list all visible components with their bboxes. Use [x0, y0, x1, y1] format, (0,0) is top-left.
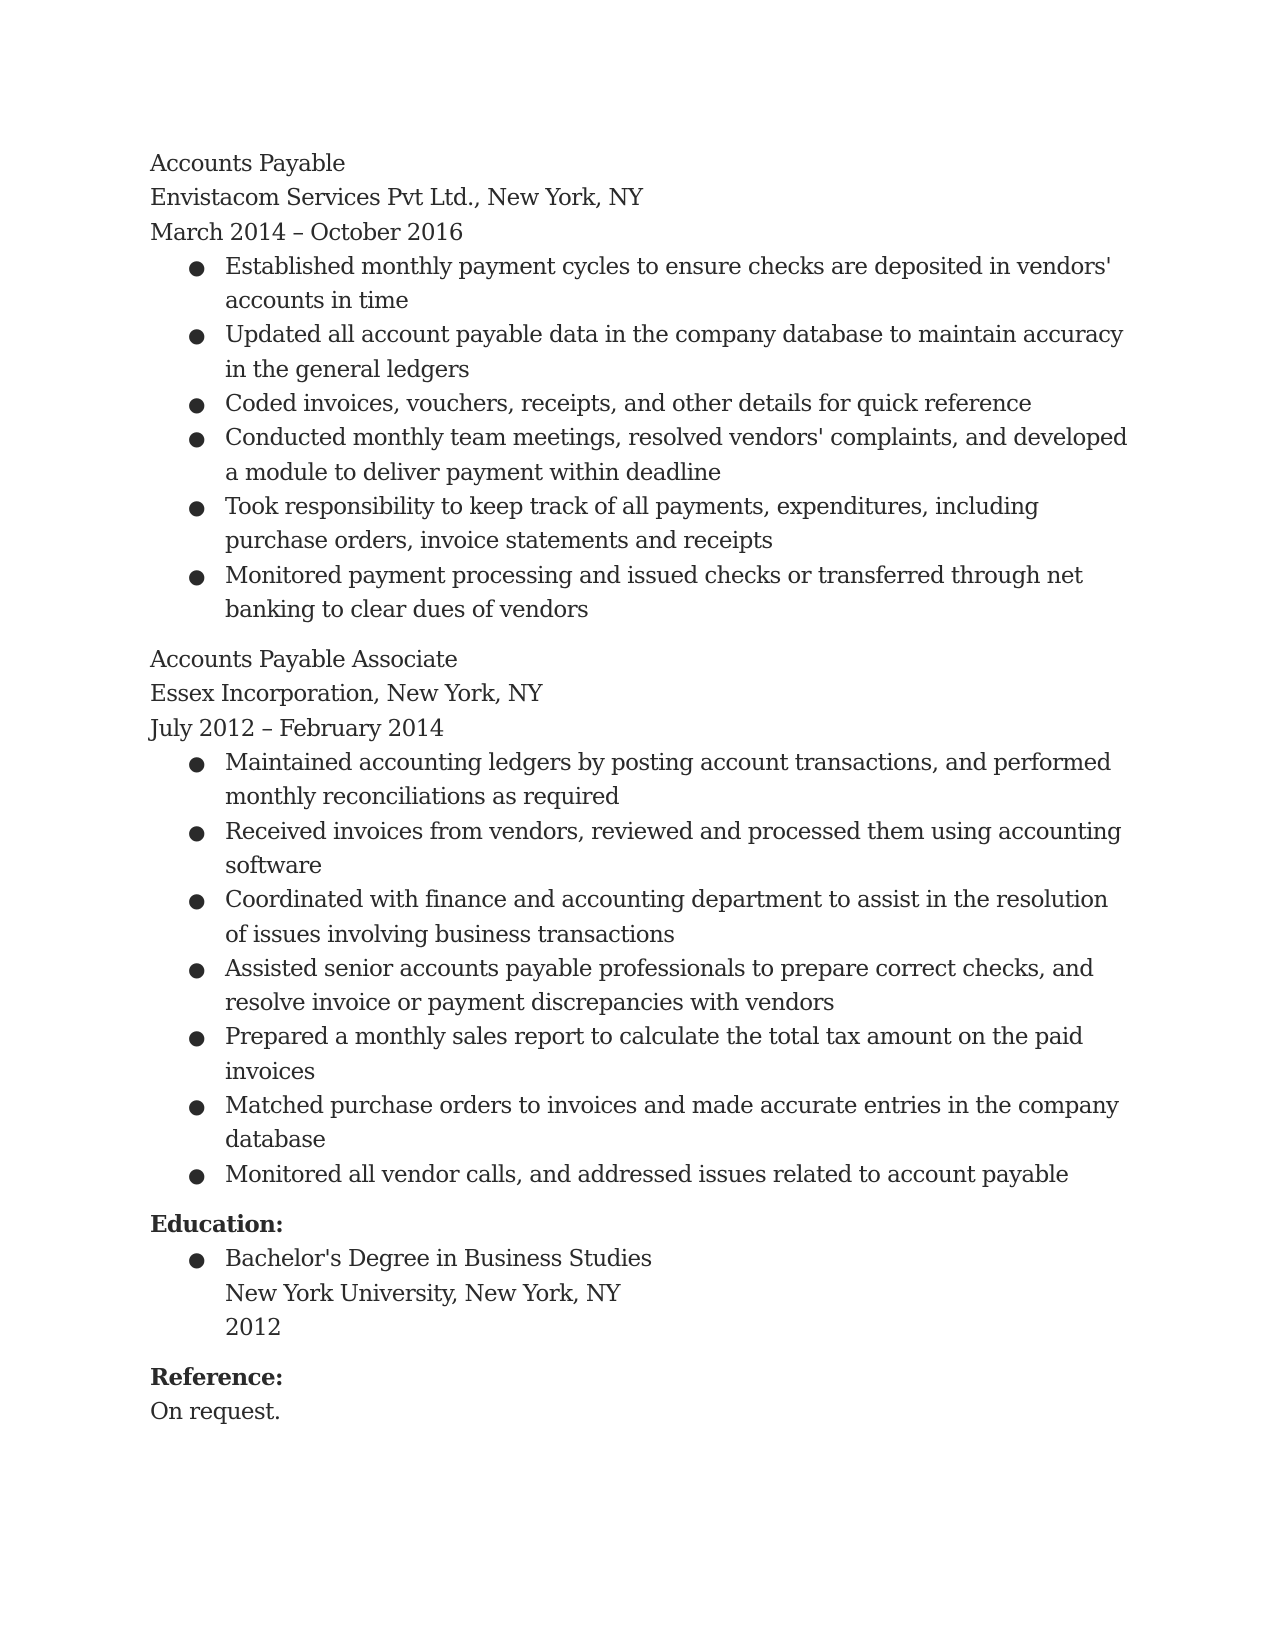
- education-degree: Bachelor's Degree in Business Studies: [225, 1246, 652, 1273]
- list-item: ● Matched purchase orders to invoices and made accurate entries in the company database: [150, 1089, 1130, 1158]
- education-section: [150, 1208, 1130, 1345]
- list-item: ● Coordinated with finance and accounting department to assist in the resolution of issues involving business transactions: [150, 883, 1130, 952]
- bullet-icon: ●: [188, 426, 205, 451]
- reference-heading: Reference:: [150, 1364, 283, 1392]
- education-school: New York University, New York, NY: [225, 1280, 620, 1307]
- job-section-2: [150, 643, 1130, 1192]
- job-title: Accounts Payable: [150, 151, 346, 177]
- list-item: ● Updated all account payable data in the company database to maintain accuracy in the general ledgers: [150, 318, 1130, 387]
- bullet-icon: ●: [188, 494, 205, 519]
- list-item: [150, 1242, 1130, 1345]
- job-bullets: [150, 250, 1130, 627]
- education-year: 2012: [225, 1314, 282, 1341]
- section-gap: [150, 1345, 1130, 1361]
- section-gap: [150, 1192, 1130, 1208]
- bullet-icon: ●: [188, 956, 205, 981]
- bullet-icon: ●: [188, 888, 205, 913]
- list-item: ● Assisted senior accounts payable professionals to prepare correct checks, and resolve invoice or payment discrepancies with vendors: [150, 952, 1130, 1021]
- bullet-icon: ●: [188, 323, 205, 348]
- bullet-icon: ●: [188, 563, 205, 588]
- bullet-icon: ●: [188, 392, 205, 417]
- bullet-icon: ●: [188, 819, 205, 844]
- bullet-icon: ●: [188, 254, 205, 279]
- bullet-icon: ●: [188, 1247, 205, 1272]
- reference-section: [150, 1361, 1130, 1430]
- job-section-1: [150, 147, 1130, 627]
- list-item: ● Received invoices from vendors, reviewed and processed them using accounting software: [150, 815, 1130, 884]
- job-company: Envistacom Services Pvt Ltd., New York, NY: [150, 185, 643, 212]
- bullet-icon: ●: [188, 751, 205, 776]
- education-list: [150, 1242, 1130, 1345]
- list-item: ● Took responsibility to keep track of all payments, expenditures, including purchase orders, invoice statements and receipts: [150, 490, 1130, 559]
- list-item: ● Conducted monthly team meetings, resolved vendors' complaints, and developed a module to deliver payment within deadline: [150, 421, 1130, 490]
- job-company: Essex Incorporation, New York, NY: [150, 681, 542, 708]
- list-item: ● Maintained accounting ledgers by posting account transactions, and performed monthly reconciliations as required: [150, 746, 1130, 815]
- section-gap: [150, 627, 1130, 643]
- list-item: ● Monitored all vendor calls, and addressed issues related to account payable: [150, 1158, 1130, 1192]
- reference-text: On request.: [150, 1399, 281, 1426]
- resume-page: [150, 147, 1130, 1430]
- job-bullets: [150, 746, 1130, 1192]
- list-item: ● Monitored payment processing and issued checks or transferred through net banking to clear dues of vendors: [150, 559, 1130, 628]
- list-item: ● Coded invoices, vouchers, receipts, and other details for quick reference: [150, 387, 1130, 421]
- list-item: ● Prepared a monthly sales report to calculate the total tax amount on the paid invoices: [150, 1020, 1130, 1089]
- job-title: Accounts Payable Associate: [150, 647, 458, 674]
- list-item: ● Established monthly payment cycles to ensure checks are deposited in vendors' accounts in time: [150, 250, 1130, 319]
- bullet-icon: ●: [188, 1025, 205, 1050]
- education-heading: Education:: [150, 1210, 284, 1238]
- bullet-icon: ●: [188, 1162, 205, 1187]
- job-dates: July 2012 – February 2014: [150, 715, 444, 742]
- job-dates: March 2014 – October 2016: [150, 219, 463, 246]
- bullet-icon: ●: [188, 1094, 205, 1119]
